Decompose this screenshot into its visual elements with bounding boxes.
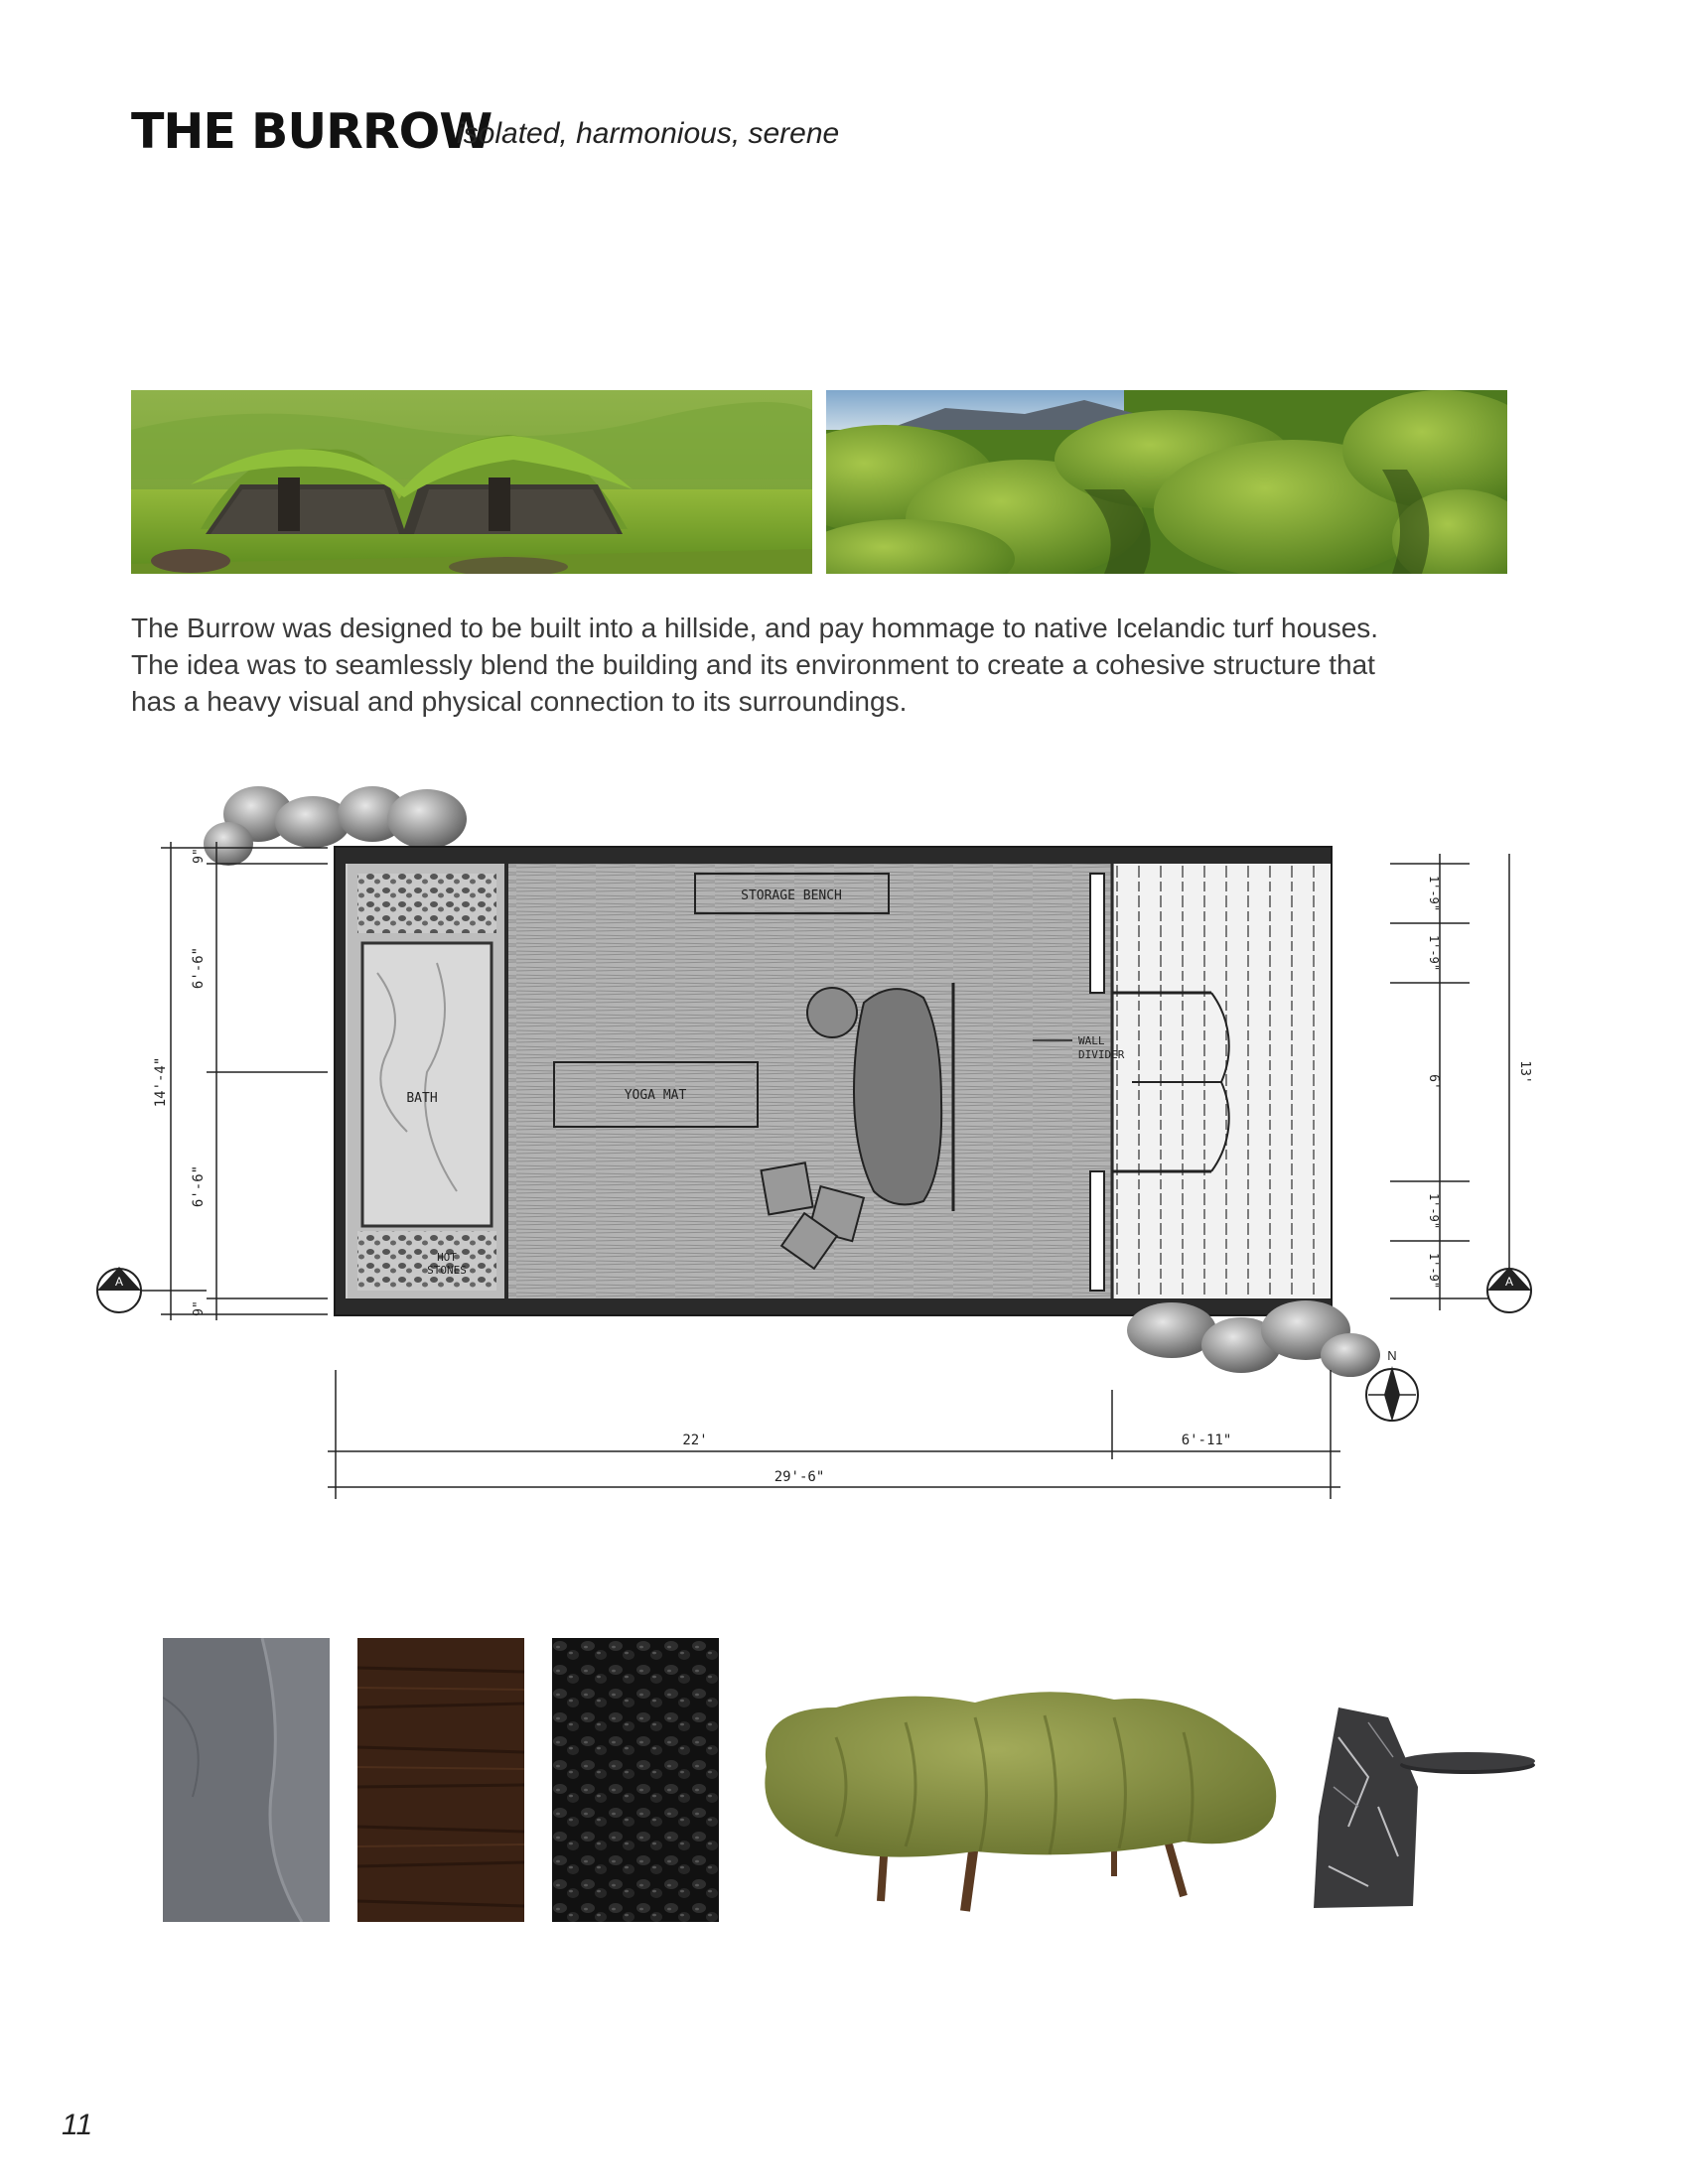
label-storage-bench: STORAGE BENCH (741, 888, 842, 903)
dark-wood-swatch (357, 1638, 524, 1922)
page-number: 11 (62, 2109, 93, 2141)
label-hot: HOT (437, 1251, 457, 1264)
dim-right-1: 1'-9" (1427, 875, 1441, 912)
dim-bottom-22: 22' (682, 1433, 708, 1448)
dim-bottom-611: 6'-11" (1181, 1433, 1232, 1448)
dim-right-total: 13' (1517, 1060, 1532, 1084)
black-pebbles-swatch (552, 1638, 719, 1922)
dim-left-upper: 6'-6" (191, 946, 207, 990)
page-subtitle: isolated, harmonious, serene (457, 117, 840, 150)
intro-line: The idea was to seamlessly blend the building and its environment to create a cohesive structure that (131, 649, 1375, 680)
section-marker-left-label: A (114, 1275, 124, 1289)
intro-line: has a heavy visual and physical connection to its surroundings. (131, 686, 908, 717)
stone-side-table-image (1309, 1698, 1537, 1916)
label-yoga-mat: YOGA MAT (624, 1088, 687, 1103)
intro-paragraph (131, 610, 1541, 720)
label-wall: WALL (1078, 1034, 1105, 1047)
north-label: N (1387, 1348, 1397, 1363)
page-title: THE BURROW (131, 103, 492, 160)
floor-plan-drawing (79, 774, 1569, 1509)
section-marker-right-label: A (1504, 1275, 1514, 1289)
dim-right-3: 6' (1426, 1074, 1441, 1090)
dim-bottom-total: 29'-6" (774, 1469, 825, 1485)
dim-right-5: 1'-9" (1427, 1252, 1441, 1290)
dim-left-lower: 6'-6" (191, 1164, 207, 1208)
slate-stone-swatch (163, 1638, 330, 1922)
moss-sofa-image (747, 1678, 1293, 1926)
moss-landscape-photo (826, 390, 1507, 574)
label-stones: STONES (427, 1264, 467, 1277)
north-arrow (1366, 1366, 1418, 1422)
section-marker-right (1487, 1267, 1531, 1312)
intro-line: The Burrow was designed to be built into a hillside, and pay hommage to native Icelandic turf houses. (131, 613, 1379, 643)
dim-left-top: 9" (192, 848, 207, 864)
label-bath: BATH (406, 1091, 438, 1106)
dim-left-total: 14'-4" (153, 1056, 169, 1108)
label-divider: DIVIDER (1078, 1048, 1125, 1061)
turf-houses-photo (131, 390, 812, 574)
dim-left-bottom: 9" (192, 1300, 207, 1316)
dim-right-2: 1'-9" (1427, 934, 1441, 972)
section-marker-left (97, 1267, 207, 1312)
dim-right-4: 1'-9" (1427, 1192, 1441, 1230)
